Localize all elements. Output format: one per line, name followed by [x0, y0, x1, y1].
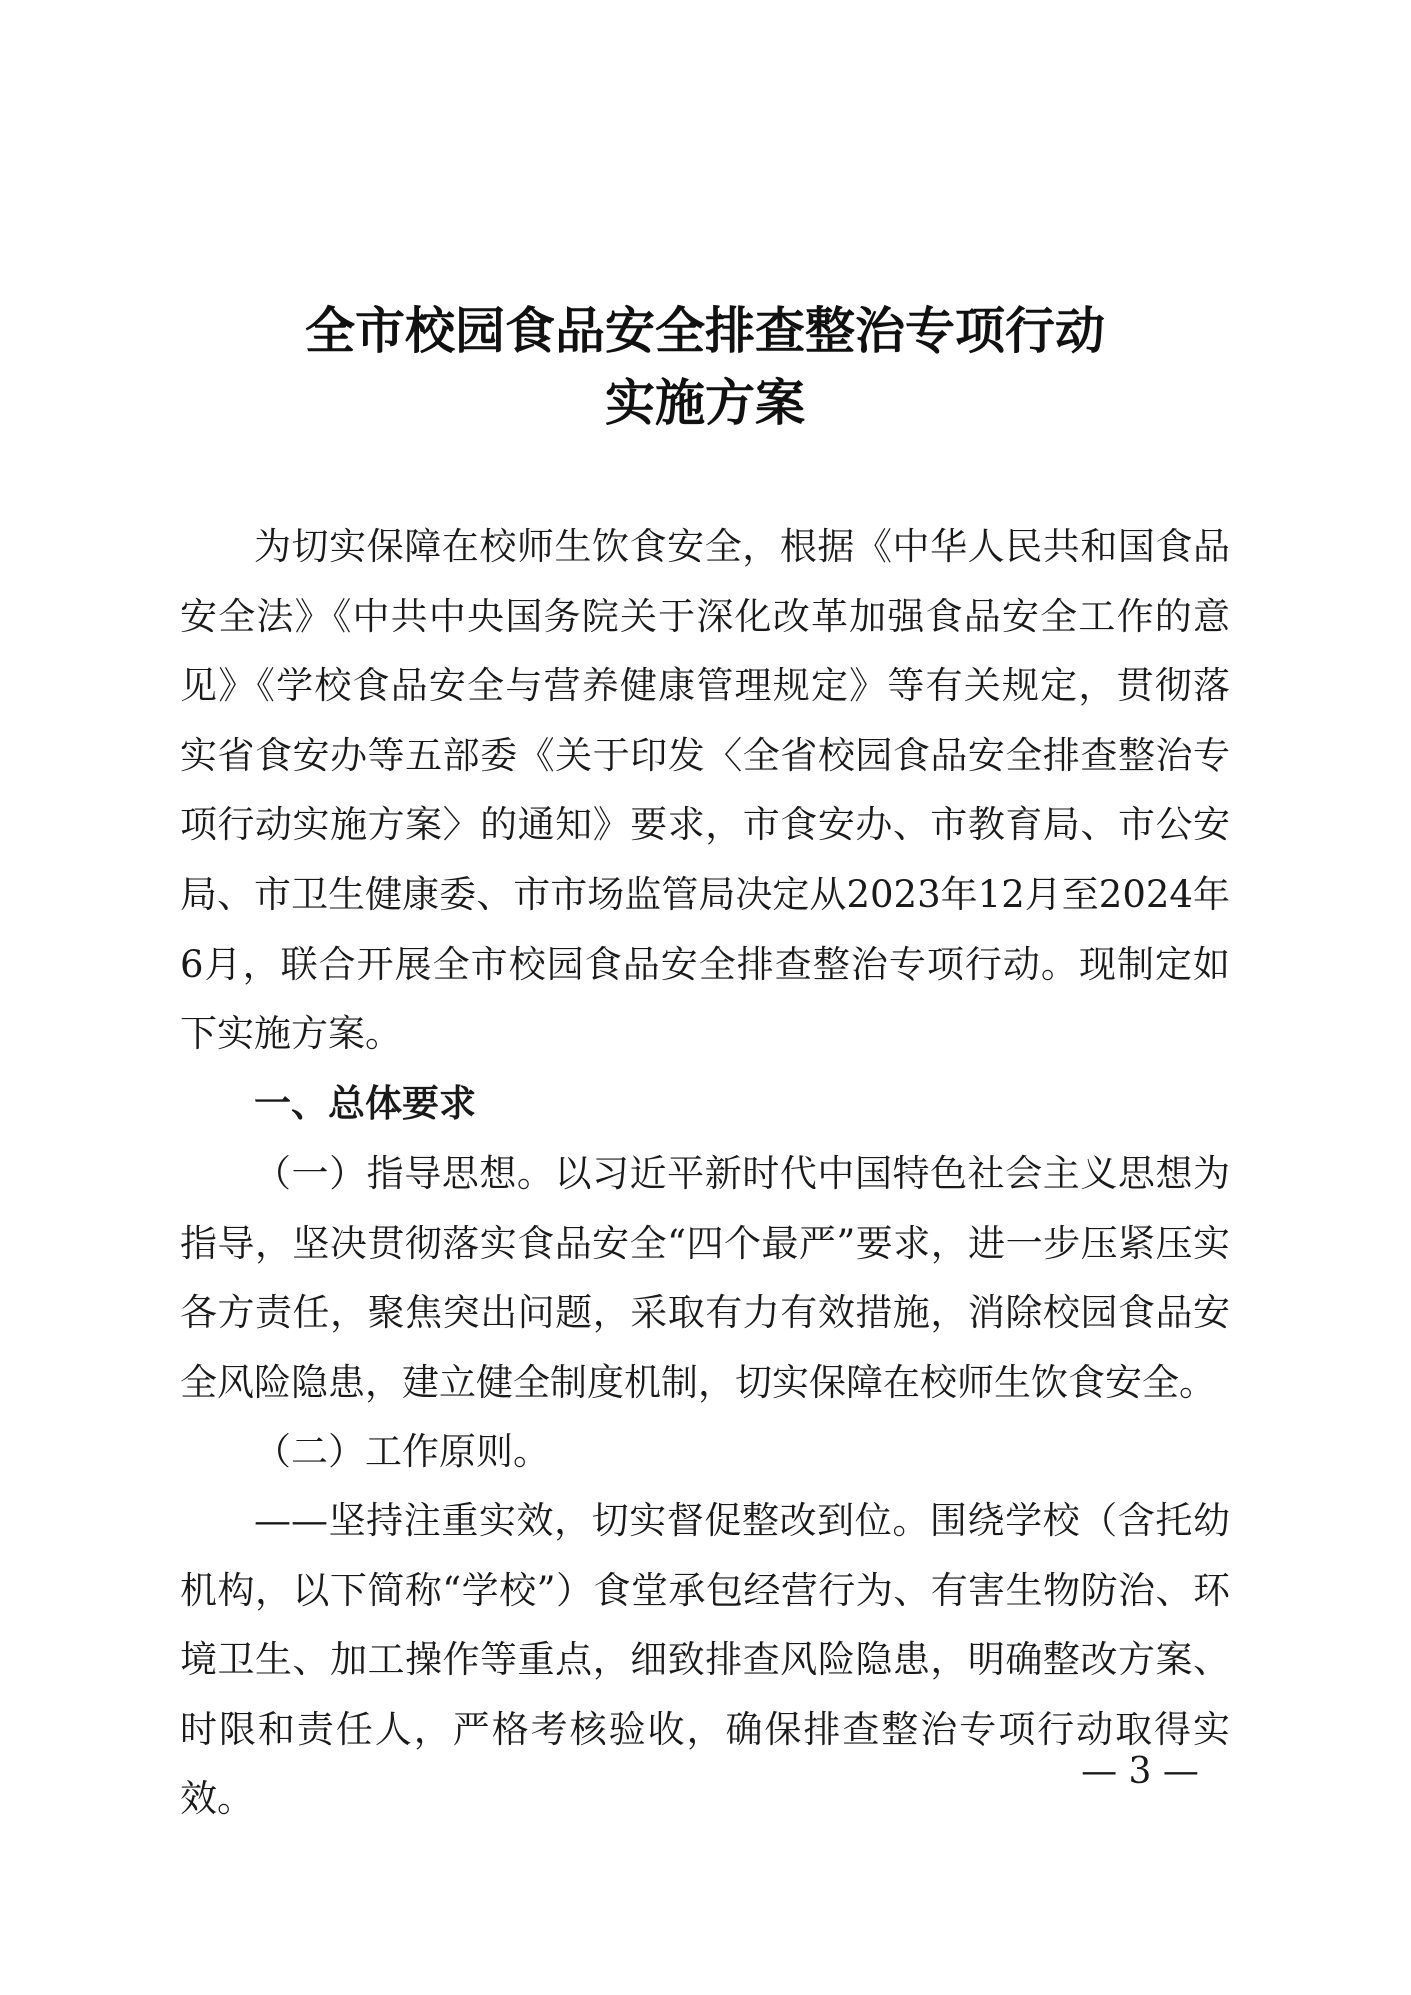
- intro-paragraph: 为切实保障在校师生饮食安全，根据《中华人民共和国食品安全法》《中共中央国务院关于深化改革加强食品安全工作的意见》《学校食品安全与营养健康管理规定》等有关规定，贯彻落实省食安办等五部委《关于印发〈全省校园食品安全排查整治专项行动实施方案〉的通知》要求，市食安办、市教育局、市公安局、市卫生健康委、市市场监管局决定从2023年12月至2024年6月，联合开展全市校园食品安全排查整治专项行动。现制定如下实施方案。: [180, 525, 1230, 1056]
- guiding-thought-paragraph: （一）指导思想。以习近平新时代中国特色社会主义思想为指导，坚决贯彻落实食品安全“四个最严”要求，进一步压紧压实各方责任，聚焦突出问题，采取有力有效措施，消除校园食品安全风险隐患，建立健全制度机制，切实保障在校师生饮食安全。: [180, 1152, 1230, 1404]
- document-title-line1: 全市校园食品安全排查整治专项行动: [305, 302, 1105, 360]
- document-title-line2: 实施方案: [605, 374, 805, 432]
- page-number: — 3 —: [1081, 1751, 1199, 1792]
- principle-paragraph: ——坚持注重实效，切实督促整改到位。围绕学校（含托幼机构，以下简称“学校”）食堂承包经营行为、有害生物防治、环境卫生、加工操作等重点，细致排查风险隐患，明确整改方案、时限和责任人，严格考核验收，确保排查整治专项行动取得实效。: [180, 1499, 1230, 1821]
- work-principles-heading: （二）工作原则。: [254, 1430, 550, 1473]
- section-heading: 一、总体要求: [254, 1082, 476, 1125]
